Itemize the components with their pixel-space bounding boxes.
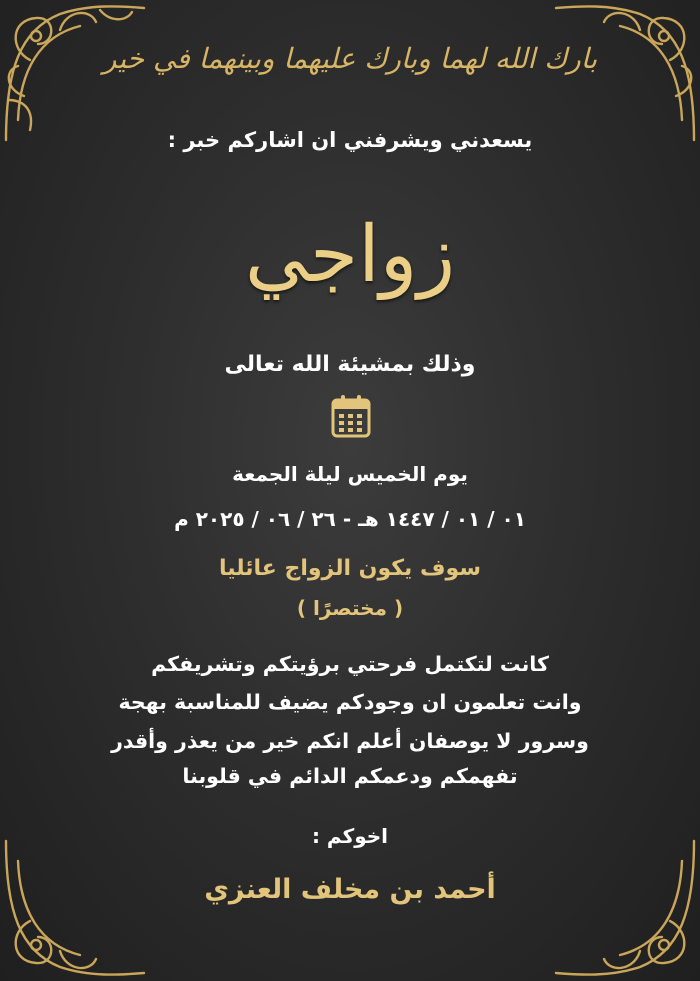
- main-title: زواجي: [244, 210, 456, 300]
- will-of-god-text: وذلك بمشيئة الله تعالى: [224, 352, 476, 377]
- body-line: وسرور لا يوصفان أعلم انكم خير من يعذر وأقدر: [111, 729, 589, 753]
- blessing-calligraphy: بارك الله لهما وبارك عليهما وبينهما في خير: [102, 42, 598, 75]
- brief-note: ( مختصرًا ): [296, 596, 404, 620]
- date-text: ٠١ / ٠١ / ١٤٤٧ هـ - ٢٦ / ٠٦ / ٢٠٢٥ م: [174, 507, 526, 531]
- body-line: وانت تعلمون ان وجودكم يضيف للمناسبة بهجة: [118, 690, 582, 714]
- ornament-corner-bottom-right: [550, 831, 700, 981]
- body-line: تفهمكم ودعمكم الدائم في قلوبنا: [182, 764, 518, 788]
- sender-name: أحمد بن مخلف العنزي: [204, 874, 496, 905]
- calendar-icon: [331, 394, 371, 438]
- intro-text: يسعدني ويشرفني ان اشاركم خبر :: [167, 128, 533, 152]
- day-text: يوم الخميس ليلة الجمعة: [232, 462, 468, 486]
- family-note: سوف يكون الزواج عائليا: [219, 556, 481, 581]
- body-line: كانت لتكتمل فرحتي برؤيتكم وتشريفكم: [151, 652, 549, 676]
- sign-off: اخوكم :: [311, 824, 389, 848]
- ornament-corner-bottom-left: [0, 831, 150, 981]
